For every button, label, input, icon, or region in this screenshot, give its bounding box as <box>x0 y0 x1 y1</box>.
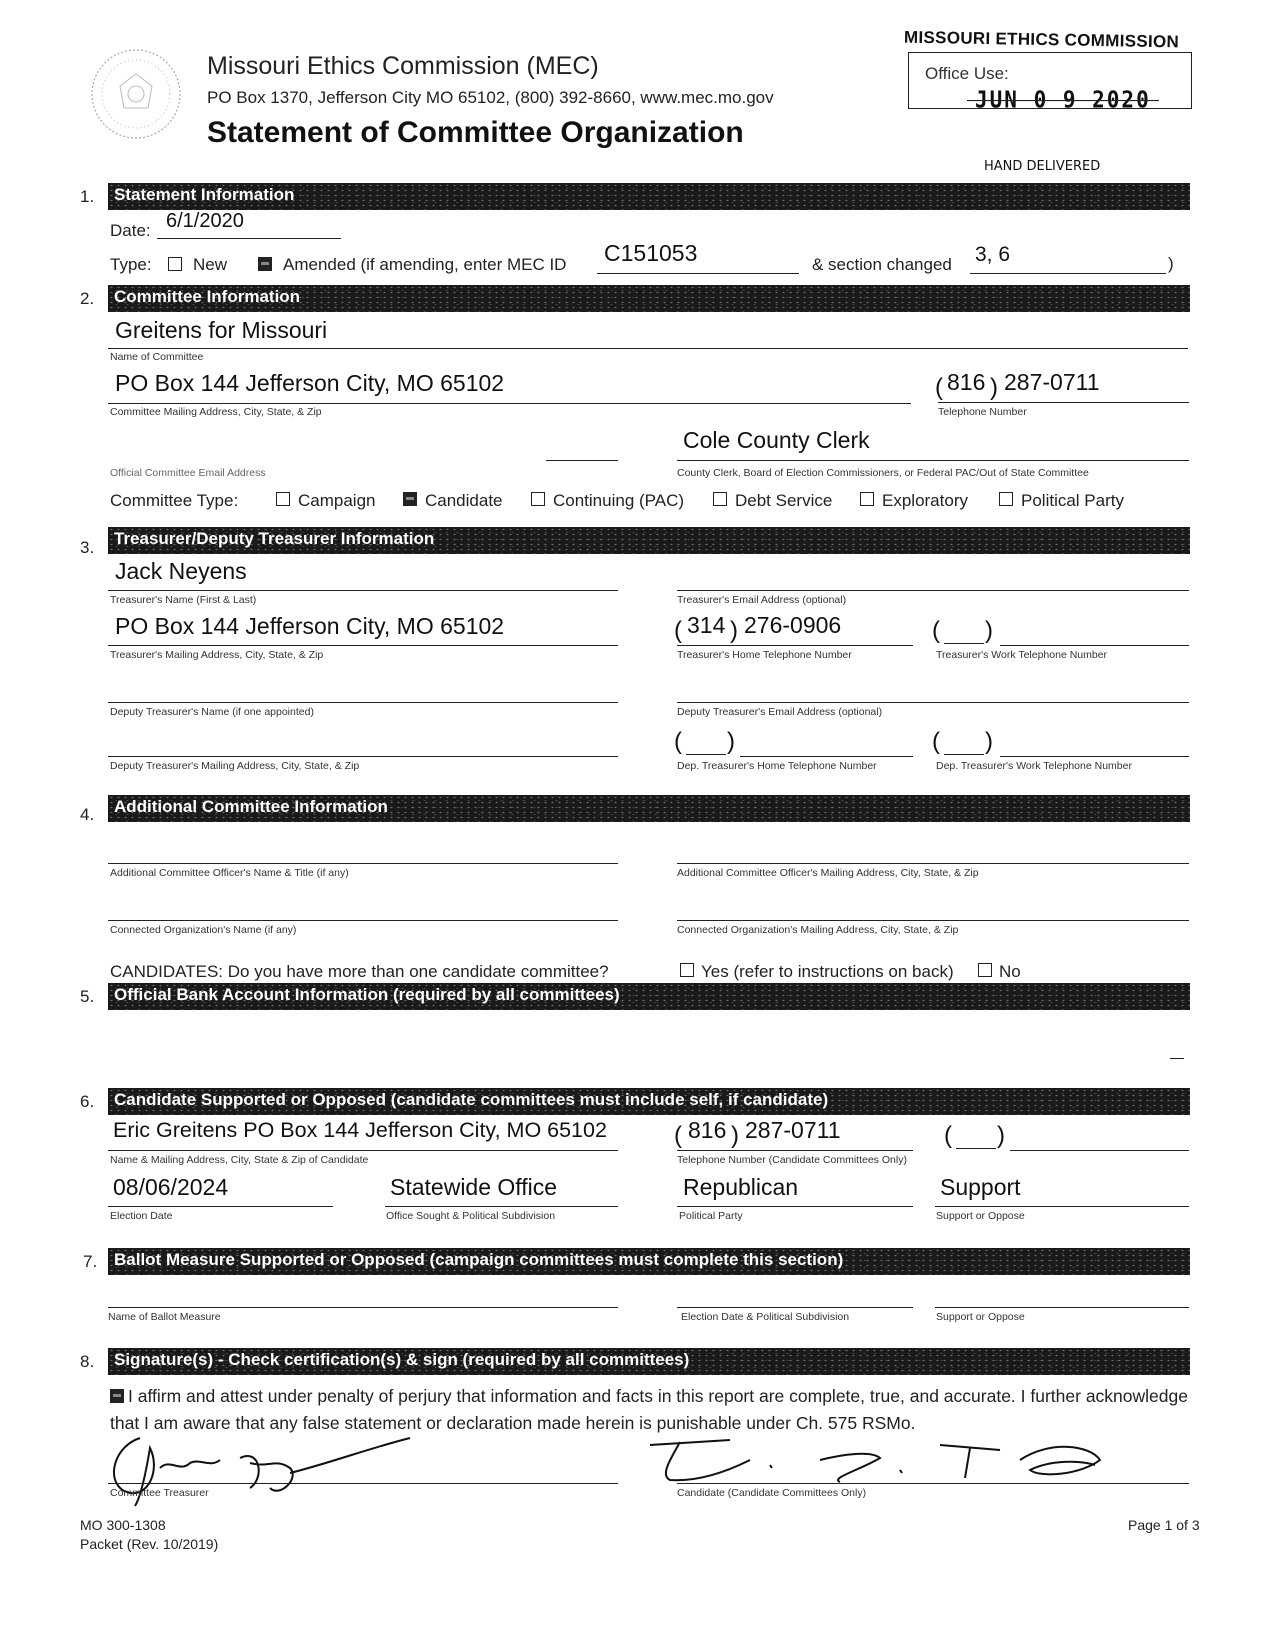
type-label: Type: <box>110 255 152 274</box>
type-candidate-label: Candidate <box>425 491 503 510</box>
treasurer-name-label: Treasurer's Name (First & Last) <box>110 594 257 606</box>
candidate-phone-area[interactable]: 816 <box>688 1117 727 1143</box>
officer-name-label: Additional Committee Officer's Name & Title (if any) <box>110 867 349 879</box>
connected-org-name-label: Connected Organization's Name (if any) <box>110 924 297 936</box>
deputy-name-label: Deputy Treasurer's Name (if one appointed) <box>110 706 314 718</box>
deputy-name-line <box>108 702 618 703</box>
type-campaign-checkbox[interactable] <box>276 492 290 506</box>
org-address-line <box>677 920 1189 921</box>
work-phone-label: Treasurer's Work Telephone Number <box>936 649 1108 661</box>
ballot-election-line <box>677 1307 913 1308</box>
deputy-work-phone-line <box>1000 756 1189 757</box>
mailing-address-line <box>108 403 911 404</box>
section-2-number: 2. <box>80 289 95 308</box>
type-continuing-checkbox[interactable] <box>531 492 545 506</box>
candidate-phone2-area-line <box>956 1148 996 1149</box>
candidate-phone-open-paren: ( <box>674 1122 682 1149</box>
candidate-phone2-close-paren: ) <box>997 1122 1005 1149</box>
political-party[interactable]: Republican <box>683 1174 799 1200</box>
deputy-work-phone-label: Dep. Treasurer's Work Telephone Number <box>936 760 1132 772</box>
phone-open-paren: ( <box>935 374 943 401</box>
ballot-measure-label: Name of Ballot Measure <box>108 1311 221 1323</box>
type-exploratory-checkbox[interactable] <box>860 492 874 506</box>
section-5-title: Official Bank Account Information (required by all committees) <box>114 985 620 1004</box>
treasurer-email-label: Treasurer's Email Address (optional) <box>677 594 847 606</box>
section-changed-close-paren: ) <box>1168 254 1174 273</box>
certification-statement: I affirm and attest under penalty of perjury that information and facts in this report are complete, true, and accurate. I further acknowledge that I am aware that any false statement or declaration made herein is punishable under Ch. 575 RSMo. <box>110 1386 1188 1433</box>
ballot-measure-line <box>108 1307 618 1308</box>
mec-seal-logo <box>88 46 184 142</box>
org-name-line <box>108 920 618 921</box>
section-1-header <box>108 183 1190 210</box>
ballot-election-label: Election Date & Political Subdivision <box>681 1311 850 1323</box>
treasurer-home-phone-area[interactable]: 314 <box>687 612 726 638</box>
section-5-number: 5. <box>80 987 95 1006</box>
deputy-home-area-line <box>686 754 726 755</box>
deputy-address-line <box>108 756 618 757</box>
treasurer-name-line <box>108 590 618 591</box>
section-1-title: Statement Information <box>114 185 295 204</box>
section-8-number: 8. <box>80 1352 95 1371</box>
form-number: MO 300-1308 <box>80 1517 166 1533</box>
office-sought[interactable]: Statewide Office <box>390 1174 558 1200</box>
county-clerk-line <box>677 460 1189 461</box>
type-debt-service-checkbox[interactable] <box>713 492 727 506</box>
support-oppose[interactable]: Support <box>940 1174 1021 1200</box>
section-8-header <box>108 1348 1190 1375</box>
treasurer-address[interactable]: PO Box 144 Jefferson City, MO 65102 <box>115 613 505 639</box>
deputy-email-label: Deputy Treasurer's Email Address (optional) <box>677 706 883 718</box>
candidate-phone-line <box>677 1150 913 1151</box>
section-8-title: Signature(s) - Check certification(s) & sign (required by all committees) <box>114 1350 690 1369</box>
deputy-work-open-paren: ( <box>932 728 940 755</box>
section-2-header <box>108 285 1190 312</box>
section-4-number: 4. <box>80 805 95 824</box>
org-address: PO Box 1370, Jefferson City MO 65102, (800) 392-8660, www.mec.mo.gov <box>207 88 774 107</box>
committee-type-label: Committee Type: <box>110 491 239 510</box>
deputy-home-phone-line <box>740 756 913 757</box>
multiple-committee-yes-label: Yes (refer to instructions on back) <box>701 962 954 981</box>
candidates-question: CANDIDATES: Do you have more than one candidate committee? <box>110 962 609 981</box>
multiple-committee-no-label: No <box>999 962 1021 981</box>
section-changed-line <box>970 273 1166 274</box>
committee-name-line <box>108 348 1188 349</box>
phone-close-paren: ) <box>990 374 998 401</box>
mec-id-value[interactable]: C151053 <box>604 240 698 266</box>
phone-label: Telephone Number <box>938 406 1027 418</box>
county-clerk-value[interactable]: Cole County Clerk <box>683 427 870 453</box>
treasurer-address-line <box>108 645 618 646</box>
home-phone-label: Treasurer's Home Telephone Number <box>677 649 852 661</box>
section-7-header <box>108 1248 1190 1275</box>
email-line <box>546 460 618 461</box>
deputy-home-open-paren: ( <box>674 728 682 755</box>
work-phone-open-paren: ( <box>932 617 940 644</box>
org-name: Missouri Ethics Commission (MEC) <box>207 52 599 80</box>
office-sought-line <box>385 1206 618 1207</box>
candidate-signature-line <box>677 1483 1189 1484</box>
treasurer-email-line <box>677 590 1189 591</box>
support-oppose-label: Support or Oppose <box>936 1210 1025 1222</box>
committee-phone-area[interactable]: 816 <box>947 369 986 395</box>
type-amended-checkbox[interactable] <box>258 257 272 271</box>
phone-line <box>938 402 1189 403</box>
mailing-address-label: Committee Mailing Address, City, State, & Zip <box>110 406 322 418</box>
home-phone-open-paren: ( <box>674 617 682 644</box>
deputy-work-area-line <box>944 754 984 755</box>
work-phone-close-paren: ) <box>985 617 993 644</box>
office-use-label: Office Use: <box>925 64 1009 83</box>
section-7-title: Ballot Measure Supported or Opposed (campaign committees must complete this section) <box>114 1250 844 1269</box>
deputy-home-close-paren: ) <box>727 728 735 755</box>
treasurer-signature-line <box>108 1483 618 1484</box>
treasurer-name[interactable]: Jack Neyens <box>115 558 247 584</box>
candidate-name-line <box>108 1150 618 1151</box>
committee-mailing-address[interactable]: PO Box 144 Jefferson City, MO 65102 <box>115 370 505 396</box>
date-line <box>157 238 341 239</box>
work-phone-area-line <box>944 643 984 644</box>
support-oppose-line <box>935 1206 1189 1207</box>
candidate-phone2-line <box>1010 1150 1189 1151</box>
page-number: Page 1 of 3 <box>1128 1517 1200 1533</box>
committee-name[interactable]: Greitens for Missouri <box>115 317 328 343</box>
candidate-name-label: Name & Mailing Address, City, State & Zip of Candidate <box>110 1154 369 1166</box>
type-debt-service-label: Debt Service <box>735 491 833 510</box>
home-phone-line <box>677 645 913 646</box>
form-title: Statement of Committee Organization <box>207 116 744 149</box>
type-new-label: New <box>193 255 228 274</box>
officer-address-label: Additional Committee Officer's Mailing Address, City, State, & Zip <box>677 867 979 879</box>
treasurer-home-phone-number[interactable]: 276-0906 <box>744 612 842 638</box>
deputy-address-label: Deputy Treasurer's Mailing Address, City, State, & Zip <box>110 760 360 772</box>
candidate-phone2-open-paren: ( <box>944 1122 952 1149</box>
email-label: Official Committee Email Address <box>110 467 266 479</box>
committee-name-label: Name of Committee <box>110 351 204 363</box>
candidate-phone-number[interactable]: 287-0711 <box>745 1117 841 1143</box>
deputy-email-line <box>677 702 1189 703</box>
office-sought-label: Office Sought & Political Subdivision <box>386 1210 556 1222</box>
section-6-number: 6. <box>80 1092 95 1111</box>
treasurer-signature-label: Committee Treasurer <box>110 1487 209 1499</box>
section-1-number: 1. <box>80 187 95 206</box>
work-phone-line <box>1000 645 1189 646</box>
section-2-title: Committee Information <box>114 287 301 306</box>
connected-org-address-label: Connected Organization's Mailing Address, City, State, & Zip <box>677 924 959 936</box>
hand-delivered-stamp: HAND DELIVERED <box>984 159 1101 174</box>
received-date-stamp: JUN 0 9 2020 <box>975 86 1151 114</box>
type-amended-label: Amended (if amending, enter MEC ID <box>283 255 567 274</box>
ballot-support-line <box>935 1307 1189 1308</box>
type-campaign-label: Campaign <box>298 491 376 510</box>
multiple-committee-no-checkbox[interactable] <box>978 963 992 977</box>
bank-info-mark <box>1170 1058 1184 1059</box>
political-party-label: Political Party <box>679 1210 743 1222</box>
type-exploratory-label: Exploratory <box>882 491 968 510</box>
section-3-header <box>108 527 1190 554</box>
candidate-phone-close-paren: ) <box>731 1122 739 1149</box>
election-date-line <box>108 1206 333 1207</box>
deputy-work-close-paren: ) <box>985 728 993 755</box>
section-changed-value[interactable]: 3, 6 <box>975 243 1011 266</box>
section-6-title: Candidate Supported or Opposed (candidate committees must include self, if candidate) <box>114 1090 829 1109</box>
section-3-title: Treasurer/Deputy Treasurer Information <box>114 529 435 548</box>
packet-revision: Packet (Rev. 10/2019) <box>80 1536 219 1552</box>
mec-id-line <box>597 273 799 274</box>
election-date[interactable]: 08/06/2024 <box>113 1174 229 1200</box>
candidate-signature-label: Candidate (Candidate Committees Only) <box>677 1487 867 1499</box>
county-clerk-label: County Clerk, Board of Election Commissioners, or Federal PAC/Out of State Committee <box>677 467 1089 479</box>
section-3-number: 3. <box>80 538 95 557</box>
section-4-header <box>108 795 1190 822</box>
type-political-party-checkbox[interactable] <box>999 492 1013 506</box>
candidate-signature <box>640 1430 1140 1490</box>
election-date-label: Election Date <box>110 1210 173 1222</box>
date-label: Date: <box>110 221 151 240</box>
section-5-header <box>108 983 1190 1010</box>
stamp-heading: MISSOURI ETHICS COMMISSION <box>903 27 1180 52</box>
committee-phone-number[interactable]: 287-0711 <box>1004 369 1100 395</box>
home-phone-close-paren: ) <box>730 617 738 644</box>
treasurer-address-label: Treasurer's Mailing Address, City, State, & Zip <box>110 649 324 661</box>
political-party-line <box>677 1206 913 1207</box>
section-4-title: Additional Committee Information <box>114 797 388 816</box>
section-7-number: 7. <box>83 1252 98 1271</box>
candidate-phone-label: Telephone Number (Candidate Committees Only) <box>677 1154 907 1166</box>
type-political-party-label: Political Party <box>1021 491 1124 510</box>
type-new-checkbox[interactable] <box>168 257 182 271</box>
type-candidate-checkbox[interactable] <box>403 492 417 506</box>
type-continuing-label: Continuing (PAC) <box>553 491 685 510</box>
ballot-support-label: Support or Oppose <box>936 1311 1025 1323</box>
statement-date[interactable]: 6/1/2020 <box>166 210 244 232</box>
section-6-header <box>108 1088 1190 1115</box>
candidate-name-address[interactable]: Eric Greitens PO Box 144 Jefferson City, MO 65102 <box>113 1118 607 1142</box>
officer-address-line <box>677 863 1189 864</box>
multiple-committee-yes-checkbox[interactable] <box>680 963 694 977</box>
officer-name-line <box>108 863 618 864</box>
section-changed-label: & section changed <box>812 255 952 274</box>
deputy-home-phone-label: Dep. Treasurer's Home Telephone Number <box>677 760 877 772</box>
